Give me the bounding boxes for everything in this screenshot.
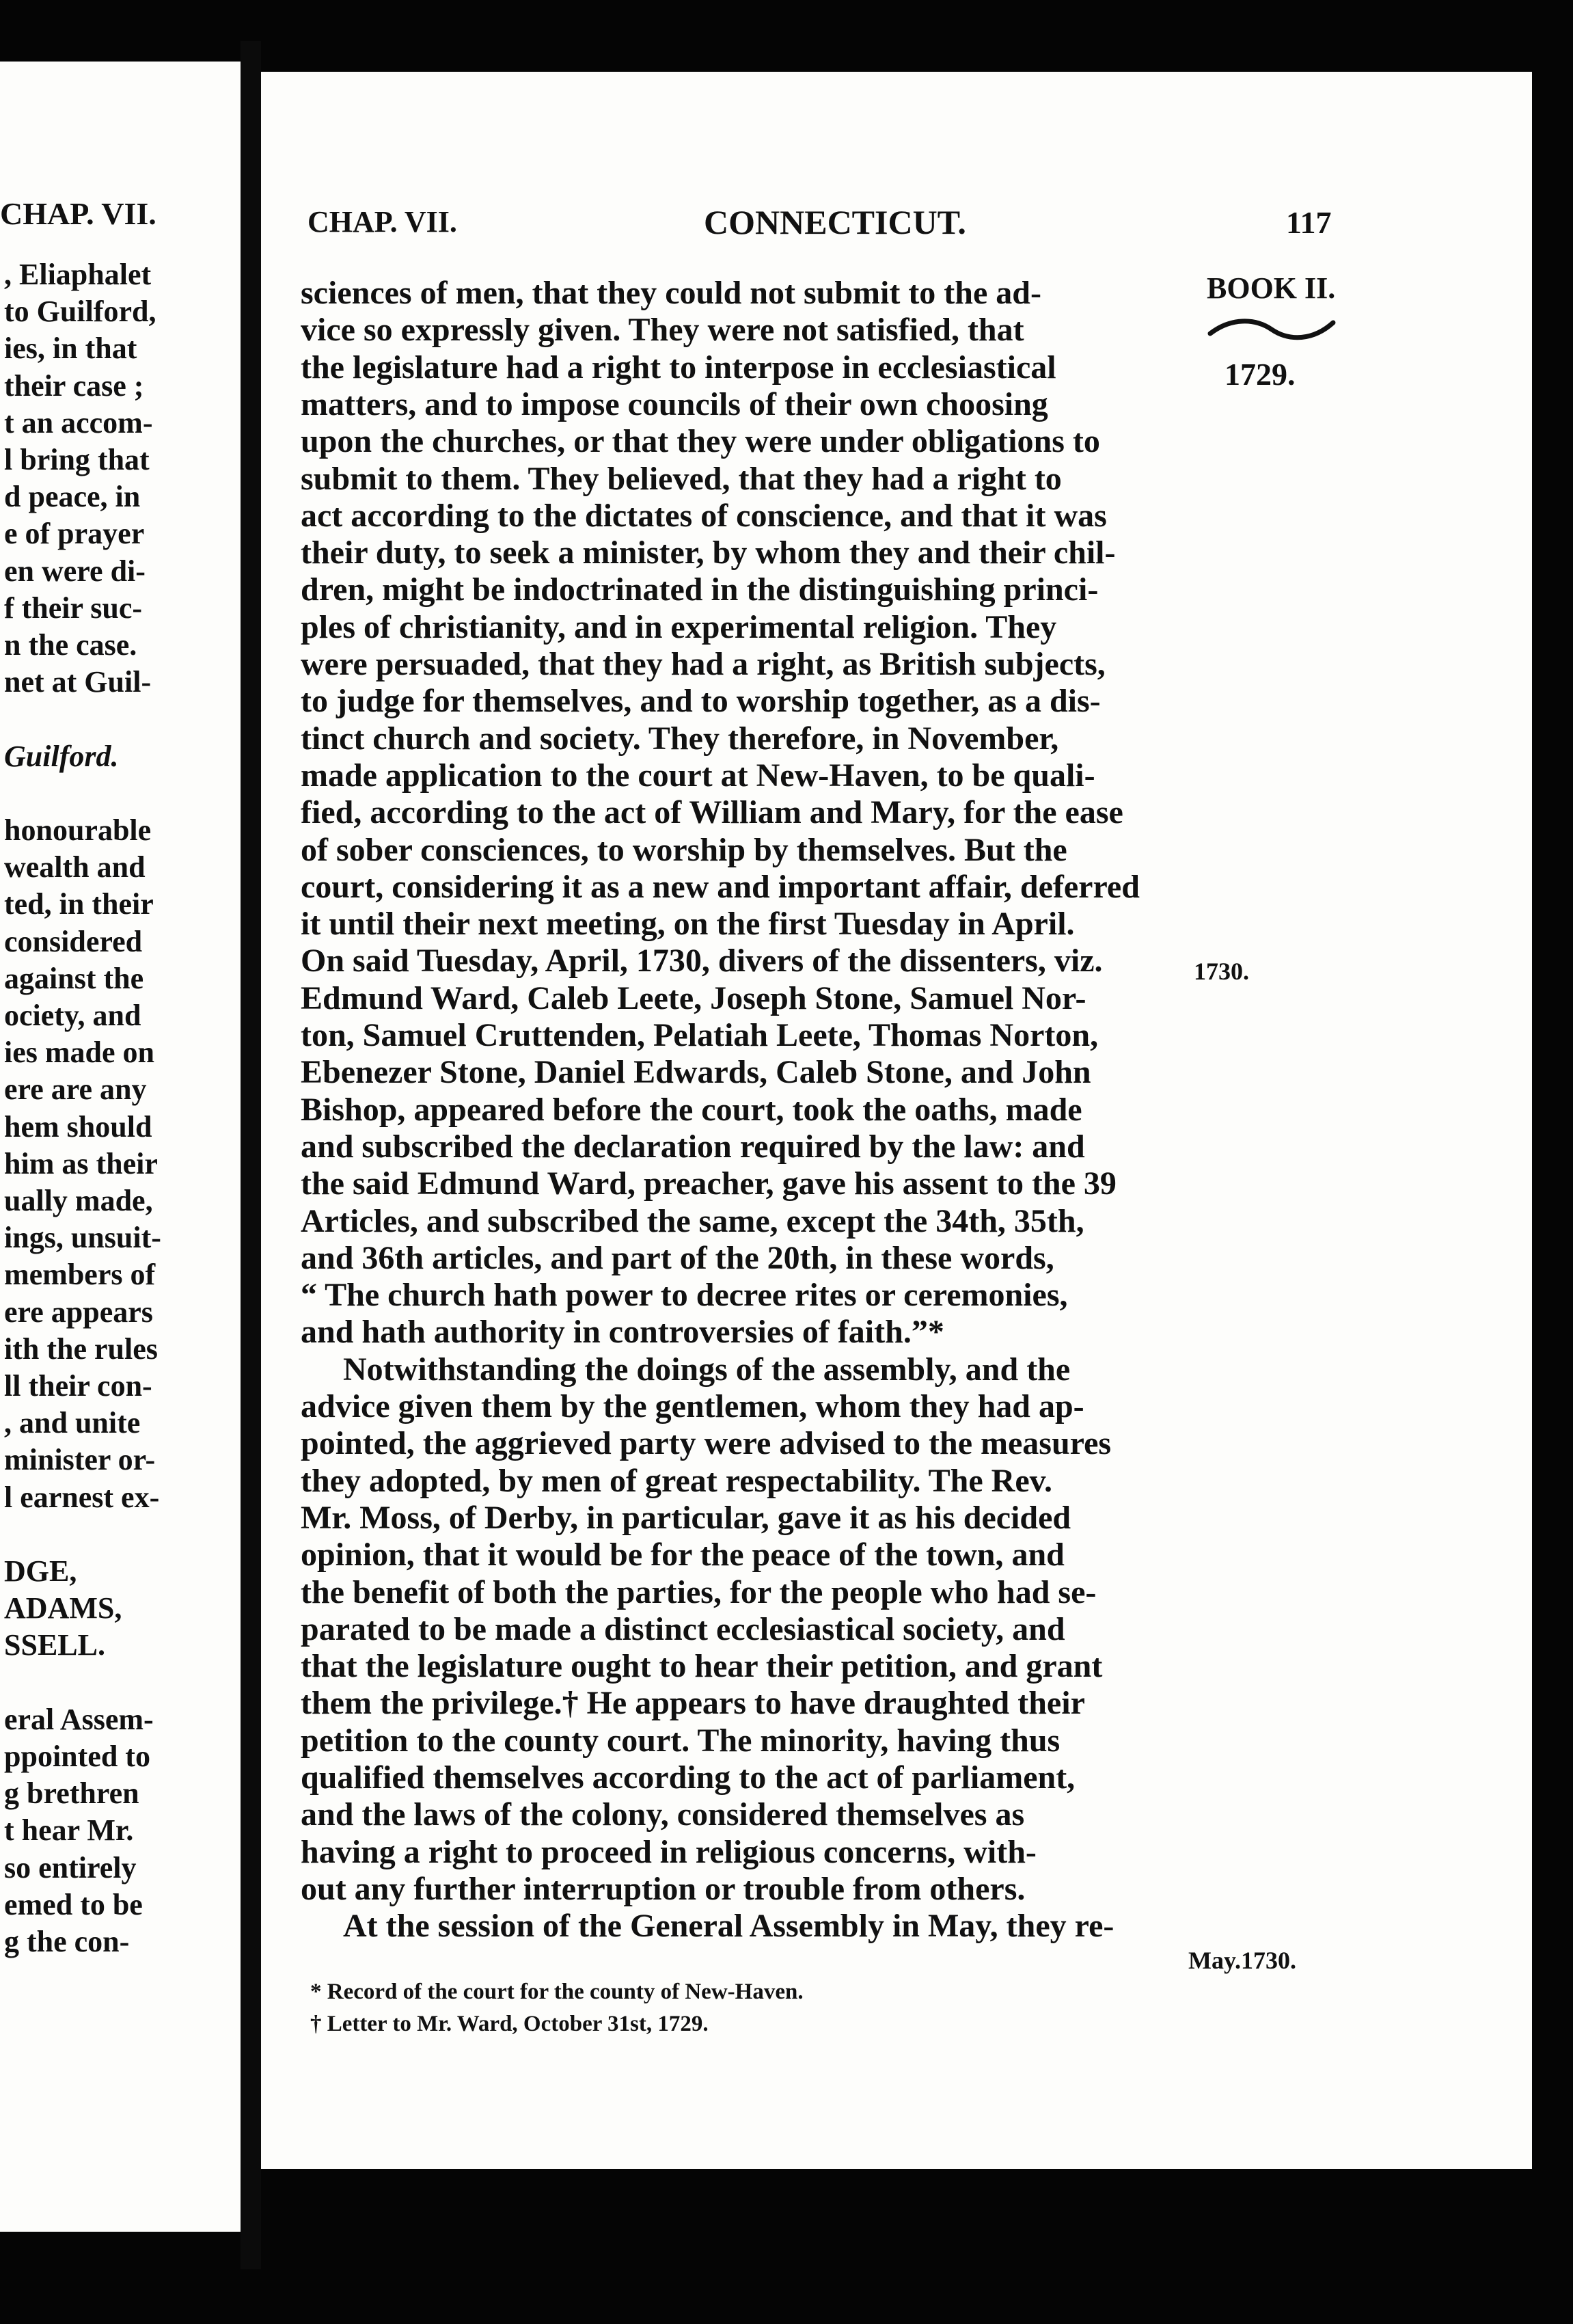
body-line: opinion, that it would be for the peace of the town, and [301,1537,1065,1573]
body-line: and subscribed the declaration required by the law: and [301,1128,1085,1165]
body-line: advice given them by the gentlemen, whom they had ap- [301,1388,1084,1424]
body-line: dren, might be indoctrinated in the distinguishing princi- [301,571,1099,608]
body-line: pointed, the aggrieved party were advised to the measures [301,1425,1112,1462]
left-page-line: hem should [4,1109,152,1144]
left-page-line: ies made on [4,1036,154,1070]
body-line: vice so expressly given. They were not satisfied, that [301,312,1024,349]
left-page-line: ppointed to [4,1740,150,1773]
body-line: their duty, to seek a minister, by whom they and their chil- [301,535,1116,571]
body-line: it until their next meeting, on the first Tuesday in April. [301,906,1075,943]
body-line: Bishop, appeared before the court, took the oaths, made [301,1091,1082,1128]
left-page-line: e of prayer [4,517,145,551]
left-page-line: d peace, in [4,480,141,514]
body-line: Articles, and subscribed the same, except the 34th, 35th, [301,1202,1084,1239]
book-gutter [241,41,261,2269]
body-line: Notwithstanding the doings of the assembly, and the [343,1351,1071,1388]
body-line: submit to them. They believed, that they had a right to [301,460,1062,497]
body-line: petition to the county court. The minority, having thus [301,1722,1061,1759]
margin-year-1730: 1730. [1194,958,1249,985]
body-line: they adopted, by men of great respectability. The Rev. [301,1462,1052,1499]
footnote-2: † Letter to Mr. Ward, October 31st, 1729. [310,2012,709,2036]
body-line: ples of christianity, and in experimental religion. They [301,608,1057,645]
page-number: 117 [1286,205,1332,240]
left-page-line: their case ; [4,368,144,403]
body-line: “ The church hath power to decree rites or ceremonies, [301,1277,1068,1314]
body-line: qualified themselves according to the act of parliament, [301,1759,1076,1796]
body-line: Mr. Moss, of Derby, in particular, gave it as his decided [301,1499,1071,1536]
left-page-line: emed to be [4,1887,143,1921]
left-page-line: net at Guil- [4,665,152,699]
left-page-line: so entirely [4,1850,137,1884]
running-header-title: CONNECTICUT. [704,203,966,241]
body-line: upon the churches, or that they were under obligations to [301,423,1100,460]
left-page-line: minister or- [4,1443,156,1477]
left-page-line: g the con- [4,1925,130,1958]
left-page-line: ADAMS, [4,1591,122,1625]
left-page-line: f their suc- [4,591,143,625]
left-page-line: t hear Mr. [4,1813,134,1848]
left-page-line: Guilford. [4,739,119,773]
left-page-line: ere are any [4,1072,147,1107]
body-line: act according to the dictates of conscience, and that it was [301,497,1107,534]
left-page-line: ith the rules [4,1332,158,1366]
ornament-swash [1207,314,1337,342]
left-page-line: ually made, [4,1184,153,1217]
body-line: them the privilege.† He appears to have draughted their [301,1685,1085,1722]
left-page-line: l earnest ex- [4,1480,160,1514]
left-page-line: eral Assem- [4,1702,154,1736]
left-page-line: honourable [4,813,152,847]
body-line: the said Edmund Ward, preacher, gave his assent to the 39 [301,1165,1117,1202]
body-line: to judge for themselves, and to worship together, as a dis- [301,683,1101,720]
body-line: sciences of men, that they could not submit to the ad- [301,275,1041,311]
left-page-line: n the case. [4,628,137,662]
left-page-line: ociety, and [4,999,141,1032]
left-page-line: , Eliaphalet [4,258,152,291]
left-page-line: to Guilford, [4,295,156,329]
body-line: matters, and to impose councils of their own choosing [301,386,1048,422]
body-line: Ebenezer Stone, Daniel Edwards, Caleb Stone, and John [301,1054,1091,1091]
left-page-line: , and unite [4,1406,141,1440]
left-page-line: members of [4,1258,156,1292]
margin-year-1729: 1729. [1225,357,1296,392]
body-line: the legislature had a right to interpose in ecclesiastical [301,349,1056,386]
left-page-line: ted, in their [4,887,154,921]
running-header-chapter: CHAP. VII. [307,205,457,239]
left-page-line: him as their [4,1146,158,1180]
body-line: and hath authority in controversies of faith.”* [301,1314,944,1351]
margin-may-1730: May.1730. [1188,1947,1296,1974]
left-page [0,62,241,2232]
left-page-line: t an accom- [4,405,153,440]
margin-book-label: BOOK II. [1207,271,1336,305]
body-line: having a right to proceed in religious concerns, with- [301,1833,1037,1870]
left-page-line: SSELL. [4,1628,105,1662]
left-page-line: DGE, [4,1554,77,1588]
body-line: the benefit of both the parties, for the people who had se- [301,1573,1097,1610]
left-page-line: ies, in that [4,332,137,366]
body-line: tinct church and society. They therefore, in November, [301,720,1059,757]
body-line: parated to be made a distinct ecclesiastical society, and [301,1610,1065,1647]
body-line: On said Tuesday, April, 1730, divers of the dissenters, viz. [301,943,1103,979]
body-line: Edmund Ward, Caleb Leete, Joseph Stone, Samuel Nor- [301,979,1086,1016]
body-line: At the session of the General Assembly in May, they re- [343,1908,1114,1945]
body-line: court, considering it as a new and important affair, deferred [301,868,1140,905]
left-page-line: considered [4,924,143,958]
body-line: were persuaded, that they had a right, as British subjects, [301,646,1106,682]
body-line: fied, according to the act of William and Mary, for the ease [301,794,1123,831]
body-line: and the laws of the colony, considered themselves as [301,1796,1025,1833]
body-line: of sober consciences, to worship by themselves. But the [301,831,1067,868]
left-page-line: ere appears [4,1295,153,1329]
left-page-line: en were di- [4,554,146,588]
footnote-1: * Record of the court for the county of New-Haven. [310,1980,804,2004]
left-page-line: wealth and [4,850,146,884]
left-page-line: against the [4,961,144,995]
left-page-line: ll their con- [4,1369,152,1403]
body-line: that the legislature ought to hear their petition, and grant [301,1648,1103,1685]
left-page-header: CHAP. VII. [0,196,156,231]
left-page-line: l bring that [4,443,150,476]
body-line: and 36th articles, and part of the 20th, in these words, [301,1239,1054,1276]
body-line: out any further interruption or trouble from others. [301,1870,1026,1907]
left-page-line: ings, unsuit- [4,1221,161,1255]
body-line: ton, Samuel Cruttenden, Pelatiah Leete, Thomas Norton, [301,1017,1099,1053]
main-page [261,72,1532,2169]
body-line: made application to the court at New-Haven, to be quali- [301,757,1095,794]
left-page-line: g brethren [4,1776,139,1811]
